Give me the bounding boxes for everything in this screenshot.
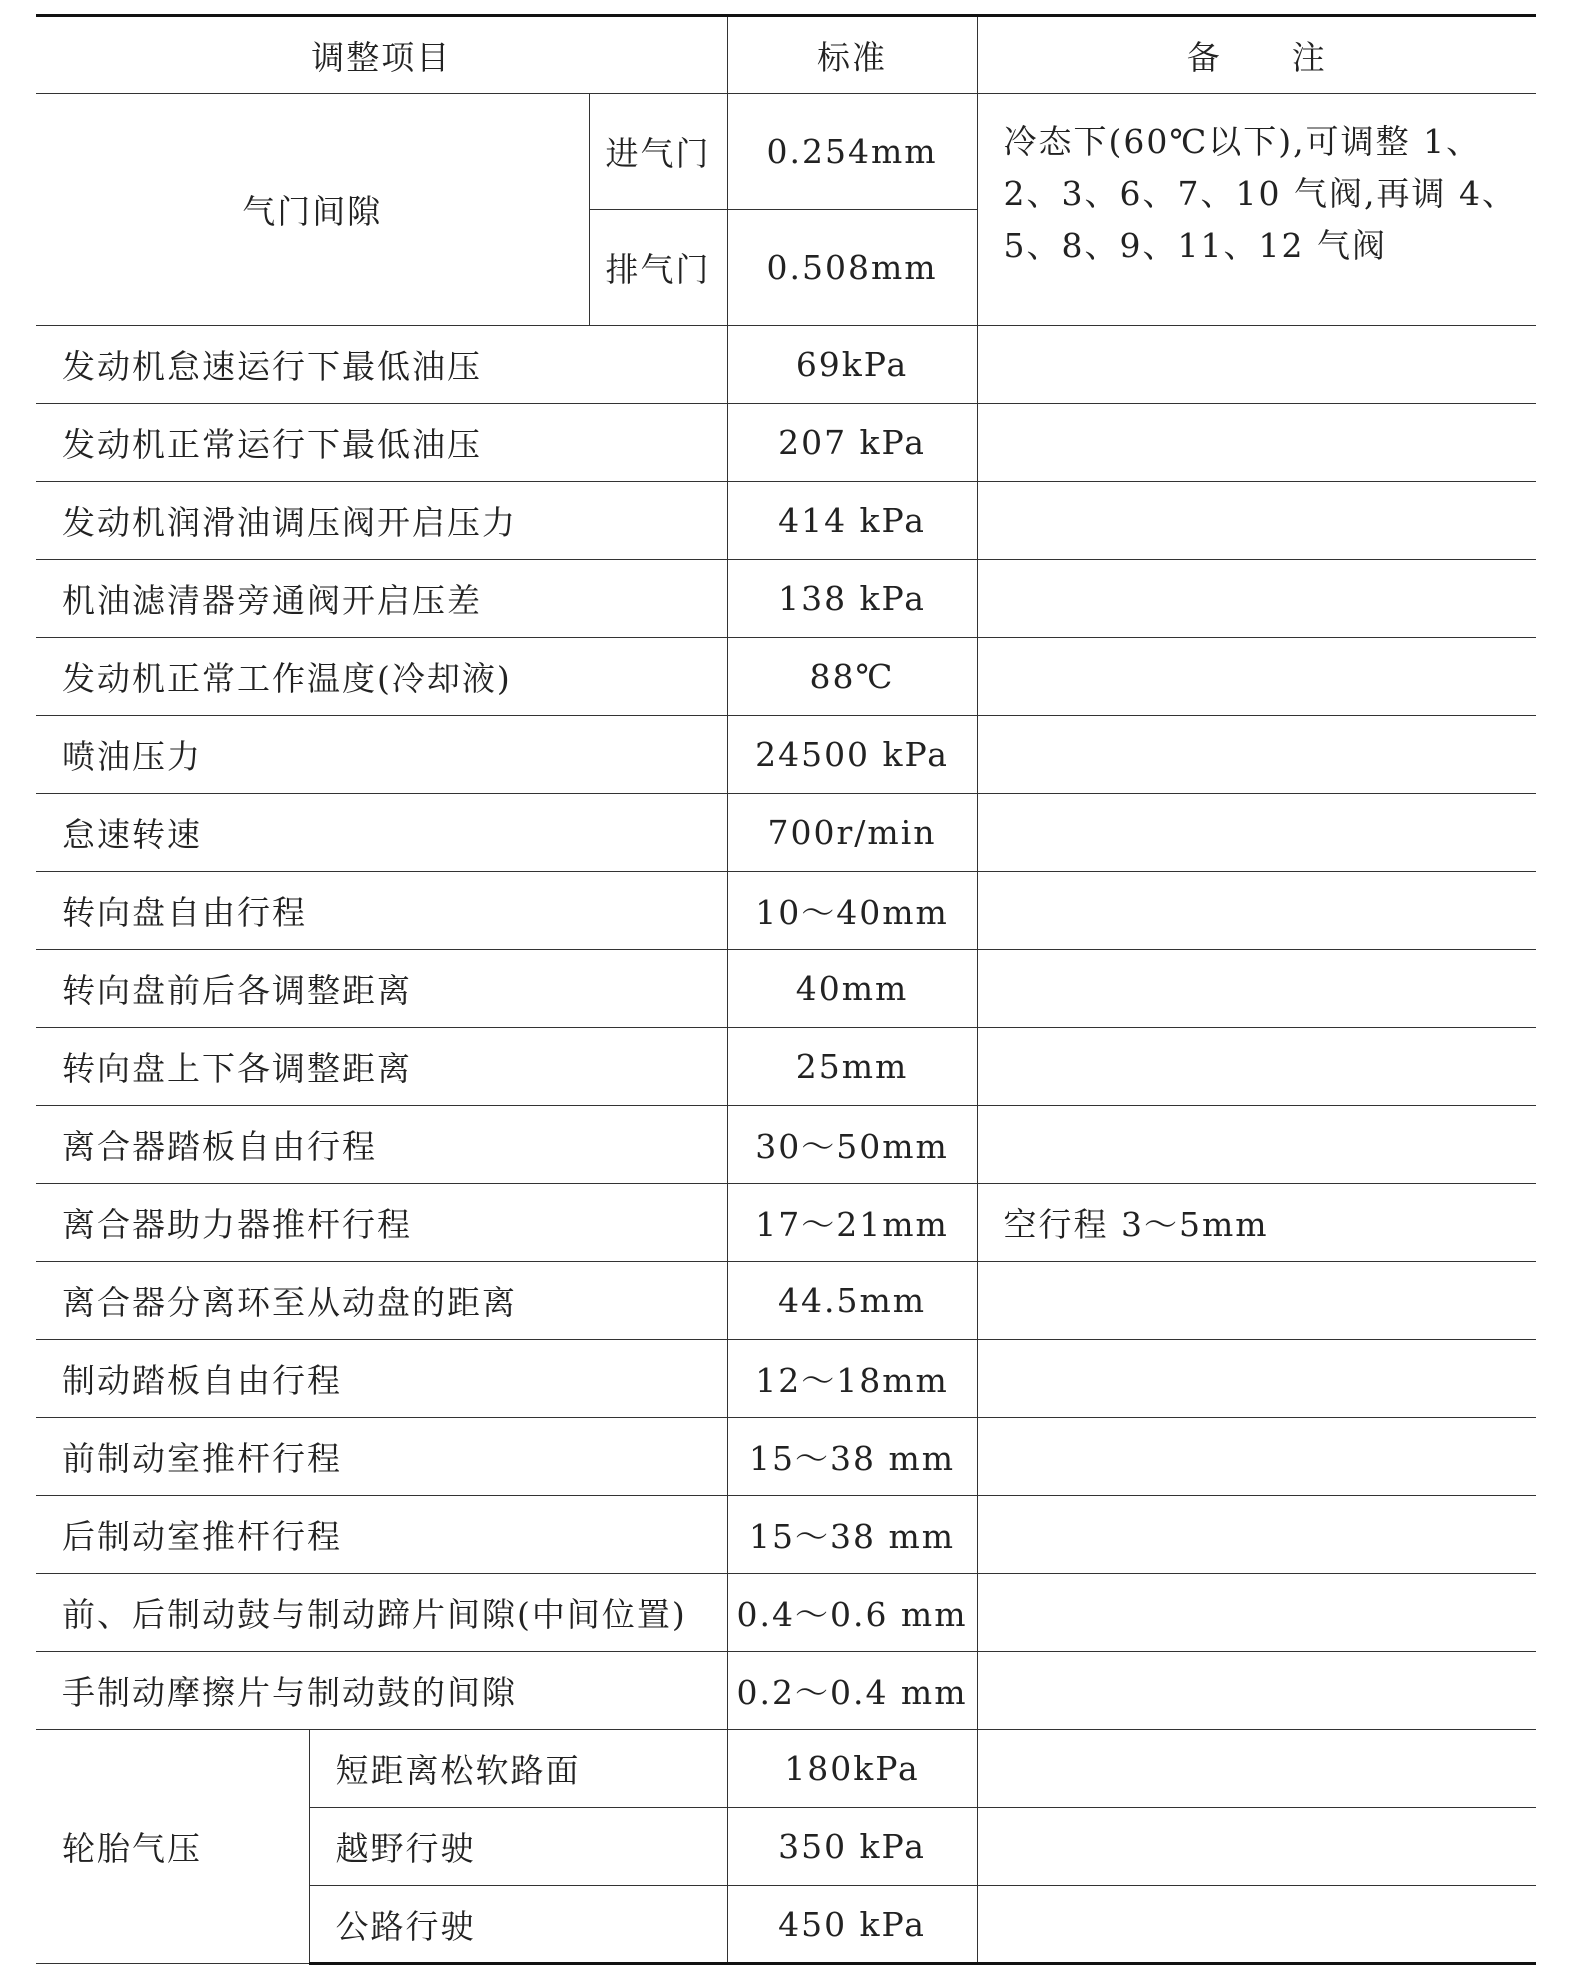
- spec-row: [36, 872, 1536, 950]
- spec-remark: [977, 482, 1536, 560]
- spec-remark: 空行程 3～5mm: [977, 1184, 1536, 1262]
- spec-item: 喷油压力: [36, 716, 727, 794]
- header-remark: 备 注: [977, 16, 1536, 94]
- spec-standard: 0.2～0.4 mm: [727, 1652, 977, 1730]
- spec-row: [36, 1028, 1536, 1106]
- spec-standard: 17～21mm: [727, 1184, 977, 1262]
- tire-standard: 350 kPa: [727, 1808, 977, 1886]
- spec-row: [36, 1106, 1536, 1184]
- spec-remark: [977, 1652, 1536, 1730]
- spec-row: [36, 1496, 1536, 1574]
- spec-item: 发动机正常工作温度(冷却液): [36, 638, 727, 716]
- spec-standard: 207 kPa: [727, 404, 977, 482]
- spec-standard: 15～38 mm: [727, 1418, 977, 1496]
- spec-item: 发动机正常运行下最低油压: [36, 404, 727, 482]
- adjustment-spec-table: [36, 14, 1536, 1965]
- spec-row: [36, 1574, 1536, 1652]
- tire-remark: [977, 1808, 1536, 1886]
- spec-row: [36, 404, 1536, 482]
- tire-standard: 450 kPa: [727, 1886, 977, 1964]
- spec-row: [36, 1418, 1536, 1496]
- spec-remark: [977, 638, 1536, 716]
- spec-remark: [977, 1262, 1536, 1340]
- spec-item: 转向盘前后各调整距离: [36, 950, 727, 1028]
- spec-standard: 44.5mm: [727, 1262, 977, 1340]
- spec-item: 离合器助力器推杆行程: [36, 1184, 727, 1262]
- spec-item: 离合器分离环至从动盘的距离: [36, 1262, 727, 1340]
- tire-remark: [977, 1730, 1536, 1808]
- spec-standard: 10～40mm: [727, 872, 977, 950]
- spec-row: [36, 326, 1536, 404]
- spec-remark: [977, 326, 1536, 404]
- spec-item: 机油滤清器旁通阀开启压差: [36, 560, 727, 638]
- spec-remark: [977, 794, 1536, 872]
- exhaust-valve-label: 排气门: [589, 210, 727, 326]
- spec-standard: 30～50mm: [727, 1106, 977, 1184]
- spec-standard: 0.4～0.6 mm: [727, 1574, 977, 1652]
- spec-remark: [977, 950, 1536, 1028]
- spec-item: 发动机润滑油调压阀开启压力: [36, 482, 727, 560]
- spec-item: 后制动室推杆行程: [36, 1496, 727, 1574]
- spec-row: [36, 1262, 1536, 1340]
- spec-remark: [977, 872, 1536, 950]
- spec-remark: [977, 560, 1536, 638]
- header-row: [36, 16, 1536, 94]
- spec-remark: [977, 1574, 1536, 1652]
- spec-row: [36, 1184, 1536, 1262]
- spec-item: 怠速转速: [36, 794, 727, 872]
- valve-clearance-remark: 冷态下(60℃以下),可调整 1、2、3、6、7、10 气阀,再调 4、5、8、9、11、12 气阀: [977, 94, 1536, 326]
- tire-standard: 180kPa: [727, 1730, 977, 1808]
- intake-valve-label: 进气门: [589, 94, 727, 210]
- spec-remark: [977, 1106, 1536, 1184]
- spec-standard: 414 kPa: [727, 482, 977, 560]
- header-standard: 标准: [727, 16, 977, 94]
- spec-remark: [977, 1496, 1536, 1574]
- spec-item: 手制动摩擦片与制动鼓的间隙: [36, 1652, 727, 1730]
- spec-row: [36, 560, 1536, 638]
- spec-item: 离合器踏板自由行程: [36, 1106, 727, 1184]
- spec-item: 转向盘上下各调整距离: [36, 1028, 727, 1106]
- spec-standard: 40mm: [727, 950, 977, 1028]
- spec-item: 前、后制动鼓与制动蹄片间隙(中间位置): [36, 1574, 727, 1652]
- spec-standard: 15～38 mm: [727, 1496, 977, 1574]
- spec-remark: [977, 1418, 1536, 1496]
- tire-condition: 短距离松软路面: [309, 1730, 727, 1808]
- tire-remark: [977, 1886, 1536, 1964]
- exhaust-valve-value: 0.508mm: [727, 210, 977, 326]
- intake-valve-value: 0.254mm: [727, 94, 977, 210]
- spec-standard: 24500 kPa: [727, 716, 977, 794]
- spec-row: [36, 482, 1536, 560]
- spec-standard: 69kPa: [727, 326, 977, 404]
- tire-condition: 公路行驶: [309, 1886, 727, 1964]
- tire-pressure-label: 轮胎气压: [36, 1730, 309, 1964]
- spec-row: [36, 1340, 1536, 1418]
- tire-condition: 越野行驶: [309, 1808, 727, 1886]
- spec-standard: 700r/min: [727, 794, 977, 872]
- valve-clearance-label: 气门间隙: [36, 94, 589, 326]
- spec-standard: 88℃: [727, 638, 977, 716]
- spec-item: 转向盘自由行程: [36, 872, 727, 950]
- spec-remark: [977, 1340, 1536, 1418]
- spec-remark: [977, 1028, 1536, 1106]
- spec-row: [36, 716, 1536, 794]
- spec-row: [36, 794, 1536, 872]
- spec-row: [36, 1652, 1536, 1730]
- header-item: 调整项目: [36, 16, 727, 94]
- spec-remark: [977, 404, 1536, 482]
- spec-item: 制动踏板自由行程: [36, 1340, 727, 1418]
- spec-standard: 25mm: [727, 1028, 977, 1106]
- spec-standard: 12～18mm: [727, 1340, 977, 1418]
- spec-row: [36, 950, 1536, 1028]
- spec-row: [36, 638, 1536, 716]
- tire-row-short-soft: [36, 1730, 1536, 1808]
- spec-standard: 138 kPa: [727, 560, 977, 638]
- spec-item: 前制动室推杆行程: [36, 1418, 727, 1496]
- spec-remark: [977, 716, 1536, 794]
- valve-intake-row: [36, 94, 1536, 210]
- spec-item: 发动机怠速运行下最低油压: [36, 326, 727, 404]
